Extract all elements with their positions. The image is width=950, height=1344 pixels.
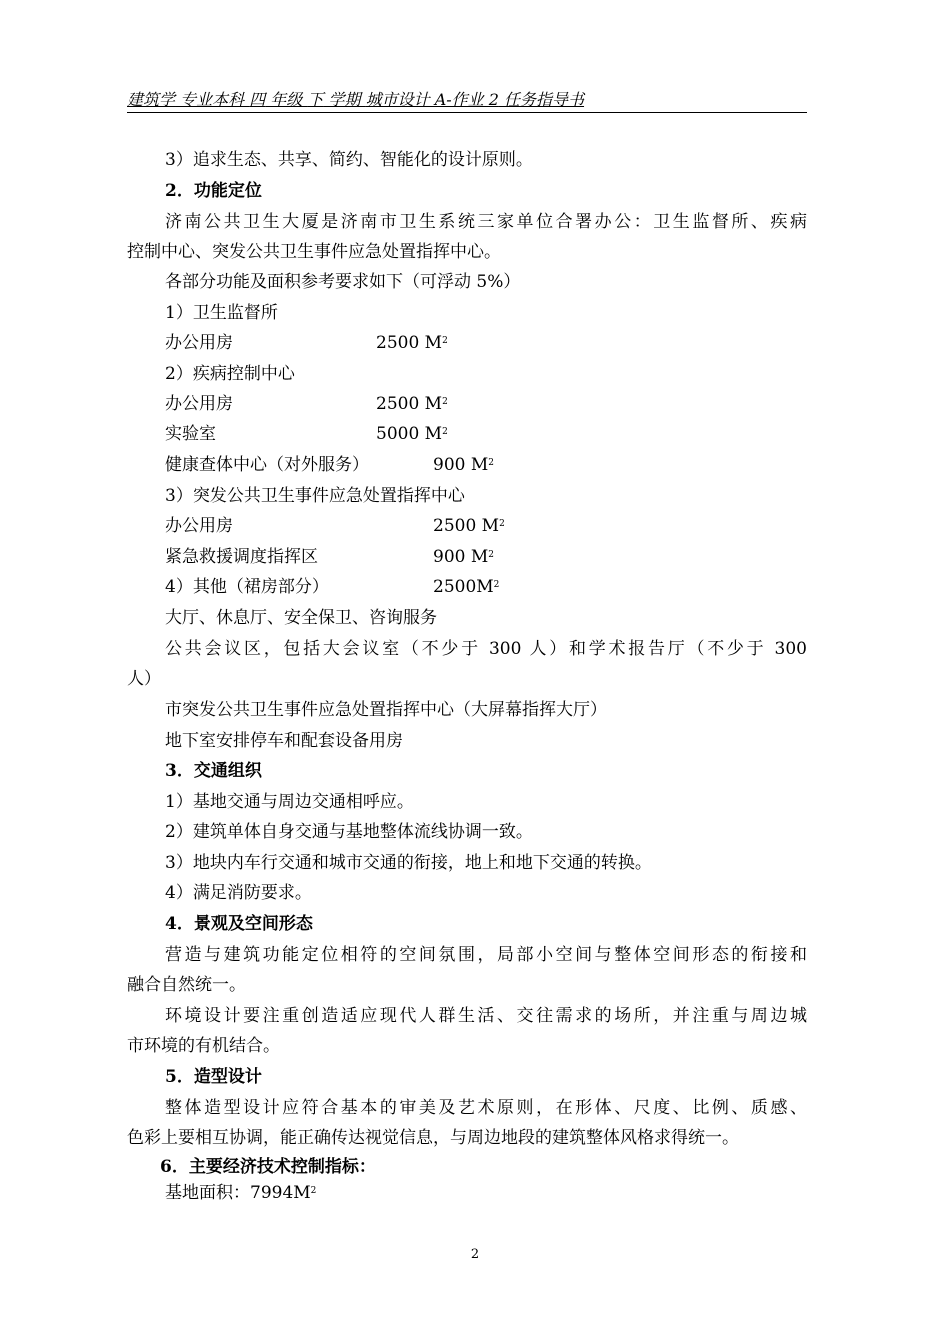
area-item-label: 办公用房: [165, 516, 233, 536]
paragraph-line: 融合自然统一。: [127, 975, 246, 995]
section-heading-2: 2．功能定位: [165, 181, 262, 201]
header-term: 下: [307, 90, 324, 109]
area-item-label: 办公用房: [165, 333, 233, 353]
header-text: 任务指导书: [498, 90, 585, 109]
page-number: 2: [470, 1247, 480, 1262]
header-text: 年级: [265, 90, 308, 109]
page-header: [127, 88, 807, 113]
list-item: 3）突发公共卫生事件应急处置指挥中心: [165, 486, 465, 506]
list-item: 2）建筑单体自身交通与基地整体流线协调一致。: [165, 822, 533, 842]
paragraph-line: 环境设计要注重创造适应现代人群生活、交往需求的场所，并注重与周边城: [165, 1006, 807, 1026]
area-item-value: 2500 $M^2$: [376, 394, 448, 414]
paragraph-line: 济南公共卫生大厦是济南市卫生系统三家单位合署办公：卫生监督所、疾病: [165, 212, 807, 232]
list-item: 4）其他（裙房部分）: [165, 577, 329, 597]
section-heading-5: 5．造型设计: [165, 1067, 262, 1087]
area-item-value: 2500 $M^2$: [433, 516, 505, 536]
area-item-label: 紧急救援调度指挥区: [165, 547, 318, 567]
paragraph-line: 营造与建筑功能定位相符的空间氛围，局部小空间与整体空间形态的衔接和: [165, 945, 807, 965]
area-item-value: 900 $M^2$: [433, 455, 494, 475]
header-course: 城市设计 A-作业 2: [365, 90, 499, 109]
area-item-value: $2500M^2$: [433, 577, 500, 597]
list-item: 2）疾病控制中心: [165, 364, 295, 384]
area-item-value: 5000 $M^2$: [376, 424, 448, 444]
paragraph-line: 公共会议区，包括大会议室（不少于 300 人）和学术报告厅（不少于 300: [165, 639, 807, 659]
paragraph-line: 控制中心、突发公共卫生事件应急处置指挥中心。: [127, 242, 501, 262]
paragraph-line: 各部分功能及面积参考要求如下（可浮动 5%）: [165, 272, 521, 292]
area-item-label: 实验室: [165, 424, 216, 444]
paragraph-line: 人）: [127, 669, 161, 689]
header-major: 建筑学: [127, 90, 176, 109]
list-item: 地下室安排停车和配套设备用房: [165, 731, 403, 751]
header-text: 专业本科: [175, 90, 250, 109]
principle-3: 3）追求生态、共享、简约、智能化的设计原则。: [165, 150, 533, 170]
area-item-value: 900 $M^2$: [433, 547, 494, 567]
header-grade: 四: [249, 90, 266, 109]
list-item: 市突发公共卫生事件应急处置指挥中心（大屏幕指挥大厅）: [165, 700, 607, 720]
paragraph-line: 整体造型设计应符合基本的审美及艺术原则，在形体、尺度、比例、质感、: [165, 1098, 807, 1118]
list-item: 1）卫生监督所: [165, 303, 278, 323]
header-text: 学期: [323, 90, 366, 109]
paragraph-line: 市环境的有机结合。: [127, 1036, 280, 1056]
paragraph-line: 色彩上要相互协调，能正确传达视觉信息，与周边地段的建筑整体风格求得统一。: [127, 1128, 739, 1148]
site-area: 基地面积：$7994M^2$: [165, 1183, 317, 1203]
list-item: 3）地块内车行交通和城市交通的衔接，地上和地下交通的转换。: [165, 853, 652, 873]
area-item-label: 办公用房: [165, 394, 233, 414]
section-heading-4: 4．景观及空间形态: [165, 914, 313, 934]
list-item: 大厅、休息厅、安全保卫、咨询服务: [165, 608, 437, 628]
list-item: 1）基地交通与周边交通相呼应。: [165, 792, 414, 812]
area-item-value: 2500 $M^2$: [376, 333, 448, 353]
section-heading-3: 3．交通组织: [165, 761, 262, 781]
area-item-label: 健康查体中心（对外服务）: [165, 455, 369, 475]
section-heading-6: 6．主要经济技术控制指标：: [160, 1157, 376, 1177]
list-item: 4）满足消防要求。: [165, 883, 312, 903]
